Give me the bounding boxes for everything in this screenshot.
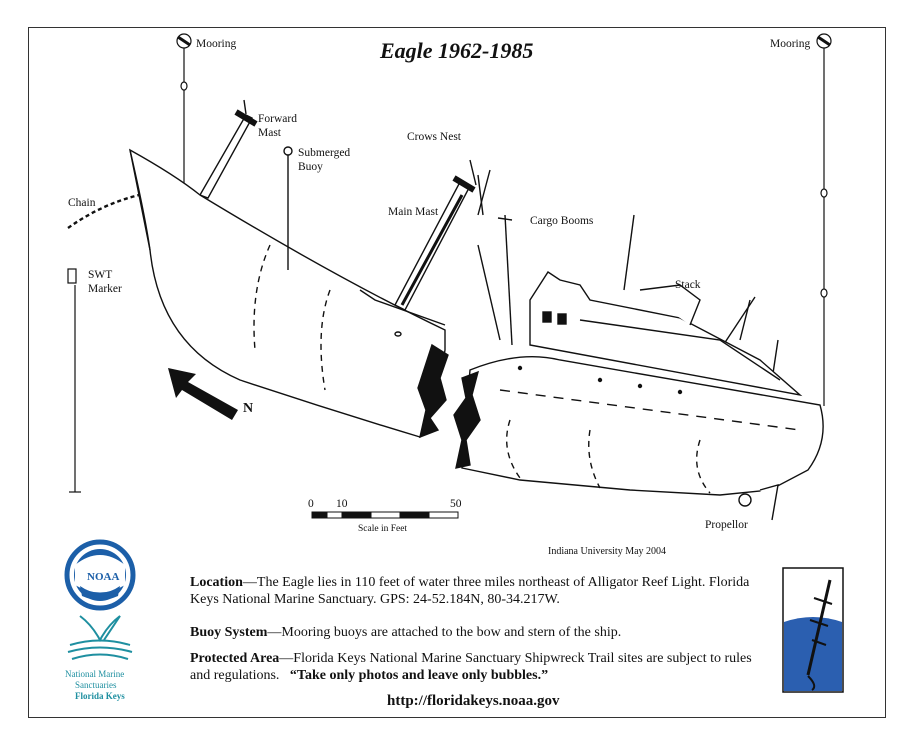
right-mooring-line (817, 34, 831, 406)
credit-line: Indiana University May 2004 (548, 546, 667, 557)
buoy-heading: Buoy System (190, 625, 268, 640)
label-propellor: Propellor (705, 519, 748, 531)
protected-quote: “Take only photos and leave only bubbles.” (289, 668, 549, 683)
label-main-mast: Main Mast (388, 206, 439, 218)
label-north: N (243, 401, 254, 416)
stern-section (454, 215, 823, 520)
protected-paragraph (190, 650, 765, 684)
scale-tick-50: 50 (450, 498, 462, 510)
label-swt-marker-2: Marker (88, 283, 122, 295)
label-forward-mast-2: Mast (258, 127, 281, 139)
protected-text: —Florida Keys National Marine Sanctuary Shipwreck Trail sites are subject to rules and regulations. (190, 651, 752, 683)
label-submerged-buoy-1: Submerged (298, 147, 351, 159)
label-forward-mast-1: Forward (258, 113, 297, 125)
north-arrow (168, 368, 238, 420)
sanctuaries-text-2: Sanctuaries (75, 680, 117, 690)
label-crows-nest: Crows Nest (407, 131, 461, 143)
scale-tick-0: 0 (308, 498, 314, 510)
website-link[interactable]: http://floridakeys.noaa.gov (387, 693, 560, 709)
scale-bar (312, 512, 458, 518)
location-paragraph (190, 574, 765, 608)
label-cargo-booms: Cargo Booms (530, 215, 594, 227)
noaa-logo-text: NOAA (87, 571, 120, 583)
location-text: —The Eagle lies in 110 feet of water three miles northeast of Alligator Reef Light. Florida Keys National Marine Sanctuary. GPS: 24-52.184N, 80-34.217W. (190, 575, 750, 607)
buoy-paragraph (190, 624, 765, 641)
scale-caption: Scale in Feet (358, 524, 408, 534)
label-chain: Chain (68, 197, 96, 209)
sanctuaries-text-1: National Marine (65, 669, 125, 679)
label-stack: Stack (675, 279, 701, 291)
location-heading: Location (190, 575, 243, 590)
sanctuaries-text-3: Florida Keys (75, 691, 125, 701)
label-swt-marker-1: SWT (88, 269, 113, 281)
scale-tick-10: 10 (336, 498, 348, 510)
protected-heading: Protected Area (190, 651, 280, 666)
sanctuaries-logo-graphic (68, 616, 132, 659)
diagram-title: Eagle 1962-1985 (380, 38, 534, 63)
buoy-text: —Mooring buoys are attached to the bow and stern of the ship. (267, 625, 622, 640)
label-mooring-right: Mooring (770, 38, 811, 50)
label-submerged-buoy-2: Buoy (298, 161, 323, 173)
label-mooring-left: Mooring (196, 38, 237, 50)
swt-marker-graphic (68, 269, 81, 492)
shipwreck-trail-logo (783, 568, 843, 692)
